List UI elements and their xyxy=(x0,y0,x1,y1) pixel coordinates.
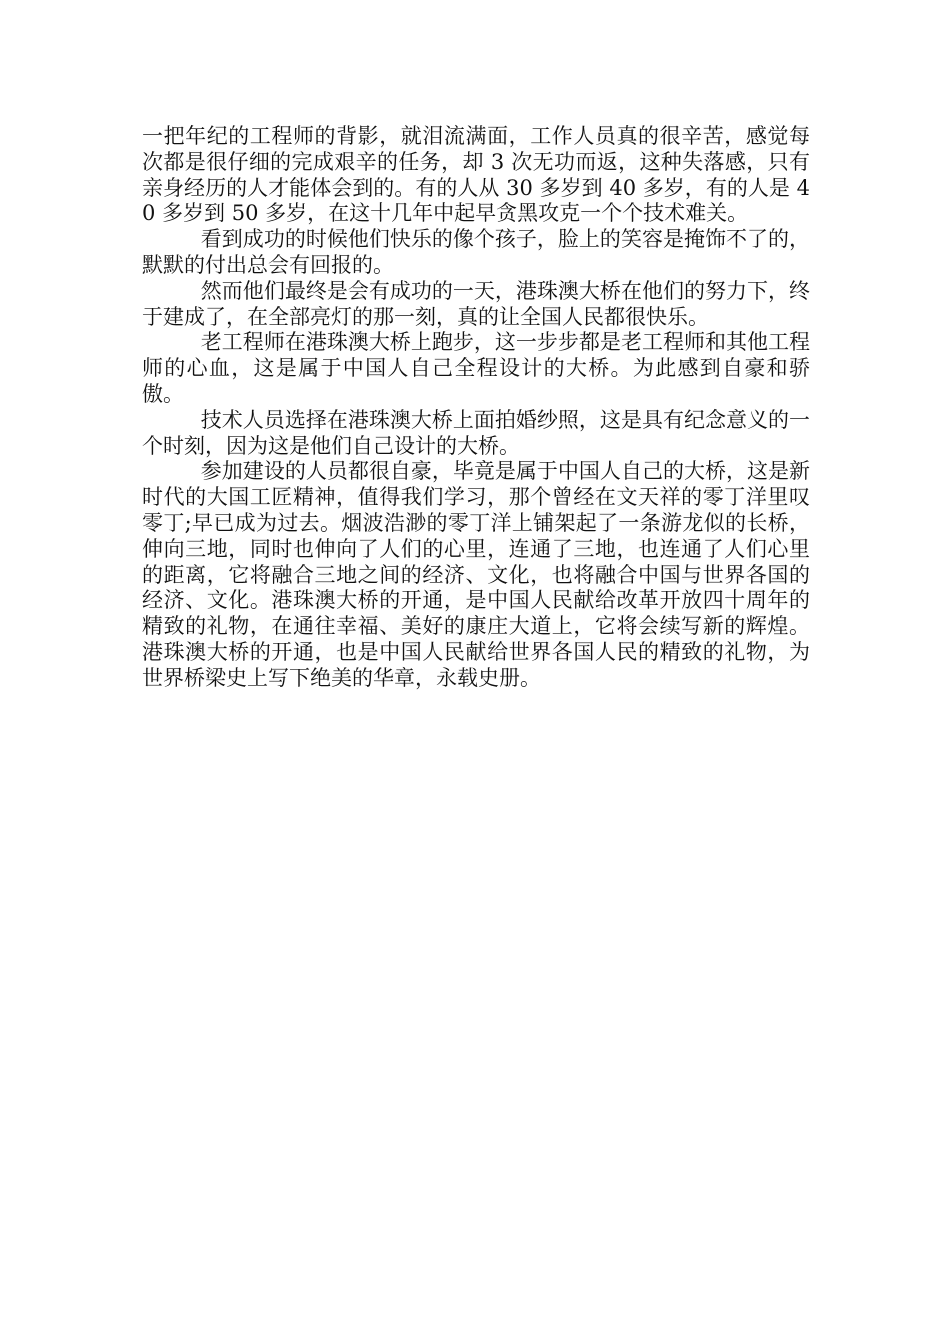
paragraph: 看到成功的时候他们快乐的像个孩子，脸上的笑容是掩饰不了的，默默的付出总会有回报的。 xyxy=(142,227,810,277)
paragraph: 技术人员选择在港珠澳大桥上面拍婚纱照，这是具有纪念意义的一个时刻，因为这是他们自己设计的大桥。 xyxy=(142,407,810,458)
paragraph: 然而他们最终是会有成功的一天，港珠澳大桥在他们的努力下，终于建成了，在全部亮灯的那一刻，真的让全国人民都很快乐。 xyxy=(142,278,810,329)
paragraph: 参加建设的人员都很自豪，毕竟是属于中国人自己的大桥，这是新时代的大国工匠精神，值得我们学习，那个曾经在文天祥的零丁洋里叹零丁;早已成为过去。烟波浩渺的零丁洋上铺架起了一条游龙似的长桥，伸向三地，同时也伸向了人们的心里，连通了三地，也连通了人们心里的距离，它将融合三地之间的经济、文化，也将融合中国与世界各国的经济、文化。港珠澳大桥的开通，是中国人民献给改革开放四十周年的精致的礼物，在通往幸福、美好的康庄大道上，它将会续写新的辉煌。港珠澳大桥的开通，也是中国人民献给世界各国人民的精致的礼物，为世界桥梁史上写下绝美的华章，永载史册。 xyxy=(142,459,810,690)
paragraph: 老工程师在港珠澳大桥上跑步，这一步步都是老工程师和其他工程师的心血，这是属于中国人自己全程设计的大桥。为此感到自豪和骄傲。 xyxy=(142,330,810,406)
document-body xyxy=(142,124,810,692)
paragraph: 一把年纪的工程师的背影，就泪流满面，工作人员真的很辛苦，感觉每次都是很仔细的完成艰辛的任务，却 3 次无功而返，这种失落感，只有亲身经历的人才能体会到的。有的人从 30 多岁到 40 多岁，有的人是 40 多岁到 50 多岁，在这十几年中起早贪黑攻克一个个技术难关。 xyxy=(142,124,810,226)
